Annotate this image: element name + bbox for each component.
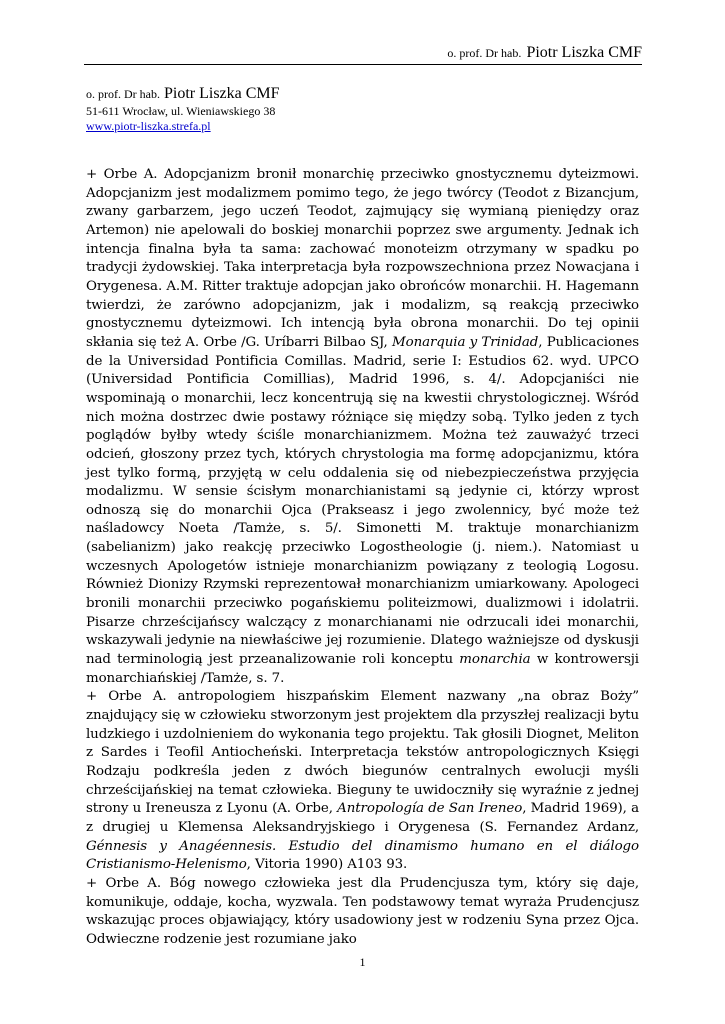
paragraph-1 <box>86 166 639 688</box>
running-header <box>447 42 642 62</box>
author-address-block <box>86 85 280 134</box>
author-title-line <box>86 85 280 103</box>
body-text <box>86 166 639 950</box>
paragraph-1-text-a: + Orbe A. Adopcjanizm bronił monarchię przeciwko gnostycznemu dyteizmowi. Adopcjanizm jest modalizmem pomimo tego, że jego twórcy (Teodot z Bizancjum, zwany garbarzem, jego uczeń Teodot, zajmujący się wymianą pieniędzy oraz Artemon) nie apelowali do boskiej monarchii poprzez swe argumenty. Jednak ich intencja finalna była ta sama: zachować monoteizm otrzymany w spadku po tradycji żydowskiej. Taka interpretacja była rozpowszechniona przez Nowacjana i Orygenesa. A.M. Ritter traktuje adopcjan jako obrońców monarchii. H. Hagemann twierdzi, że zarówno adopcjanizm, jak i modalizm, są reakcją przeciwko gnostycznemu dyteizmowi. Ich intencją była obrona monarchii. Do tej opinii skłania się też A. Orbe /G. Uríbarri Bilbao SJ, <box>86 167 639 350</box>
paragraph-2-text-b: , Madrid 1969), a z drugiej u Klemensa Aleksandryjskiego i Orygenesa (S. Fernandez Ardanz, <box>86 801 640 835</box>
paragraph-1-text-c: w kontrowersji monarchiańskiej /Tamże, s. 7. <box>86 652 639 686</box>
header-author-name: Piotr Liszka CMF <box>526 44 642 61</box>
paragraph-2-italic-title-2: Génnesis y Anagéennesis. Estudio del dinamismo humano en el diálogo Cristianismo-Helenismo <box>86 838 639 873</box>
page-number: 1 <box>359 955 366 969</box>
header-prefix: o. prof. Dr hab. <box>447 46 522 60</box>
paragraph-1-text-b: , Publicaciones de la Universidad Pontificia Comillas. Madrid, serie I: Estudios 62. wyd. UPCO (Universidad Pontificia Comillias), Madrid 1996, s. 4/. Adopcjaniści nie wspominają o monarchii, lecz koncentrują się na kwestii chrystologicznej. Wśród nich można dostrzec dwie postawy różniące się między sobą. Tylko jeden z tych poglądów byłby wtedy ściśle monarchianizmem. Można też zauważyć trzeci odcień, głoszony przez tych, których chrystologia ma formę adopcjanizmu, która jest tylko formą, przyjętą w celu oddalenia się od niebezpieczeństwa przyjęcia modalizmu. W sensie ścisłym monarchianistami są jedynie ci, którzy wprost odnoszą się do monarchii Ojca (Prakseasz i jego zwolennicy, być może też naśladowcy Noeta /Tamże, s. 5/. Simonetti M. traktuje monarchianizm (sabelianizm) jako reakcję przeciwko Logostheologie (j. niem.). Natomiast u wczesnych Apologetów istnieje monarchianizm powiązany z teologią Logosu. Również Dionizy Rzymski reprezentował monarchianizm umiarkowany. Apologeci bronili monarchii przeciwko pogańskiemu politeizmowi, dualizmowi i idolatrii. Pisarze chrześcijańscy walczący z monarchianami nie odrzucali idei monarchii, wskazywali jedynie na niewłaściwe jej rozumienie. Dlatego ważniejsze od dyskusji nad terminologią jest przeanalizowanie roli konceptu <box>86 334 639 668</box>
paragraph-1-italic-term: monarchia <box>459 652 531 668</box>
paragraph-2-italic-title-1: Antropología de San Ireneo <box>337 801 523 817</box>
paragraph-3 <box>86 875 639 950</box>
author-website-link[interactable]: www.piotr-liszka.strefa.pl <box>86 119 211 133</box>
paragraph-1-italic-title: Monarquia y Trinidad <box>392 334 539 350</box>
author-name: Piotr Liszka CMF <box>163 85 280 102</box>
header-rule <box>84 64 642 65</box>
author-street: 51-611 Wrocław, ul. Wieniawskiego 38 <box>86 104 276 118</box>
paragraph-2 <box>86 688 639 875</box>
paragraph-2-text-c: , Vitoria 1990) A103 93. <box>246 857 408 873</box>
author-prefix: o. prof. Dr hab. <box>86 87 160 101</box>
paragraph-2-text-a: + Orbe A. antropologiem hiszpańskim Element nazwany „na obraz Boży” znajdujący się w człowieku stworzonym jest projektem dla przyszłej realizacji bytu ludzkiego i uzdolnieniem do wykonania tego projektu. Tak głosili Diognet, Meliton z Sardes i Teofil Antiocheński. Interpretacja tekstów antropologicznych Księgi Rodzaju podkreśla jeden z dwóch biegunów centralnych ewolucji myśli chrześcijańskiej na temat człowieka. Bieguny te uwidoczniły się wyraźnie z jednej strony u Ireneusza z Lyonu (A. Orbe, <box>86 689 639 817</box>
paragraph-3-text-a: + Orbe A. Bóg nowego człowieka jest dla Prudencjusza tym, który się daje, komunikuje, oddaje, kocha, wyzwala. Ten podstawowy temat wyraża Prudencjusz wskazując proces objawiający, który usadowiony jest w rodzeniu Syna przez Ojca. Odwieczne rodzenie jest rozumiane jako <box>86 875 639 947</box>
